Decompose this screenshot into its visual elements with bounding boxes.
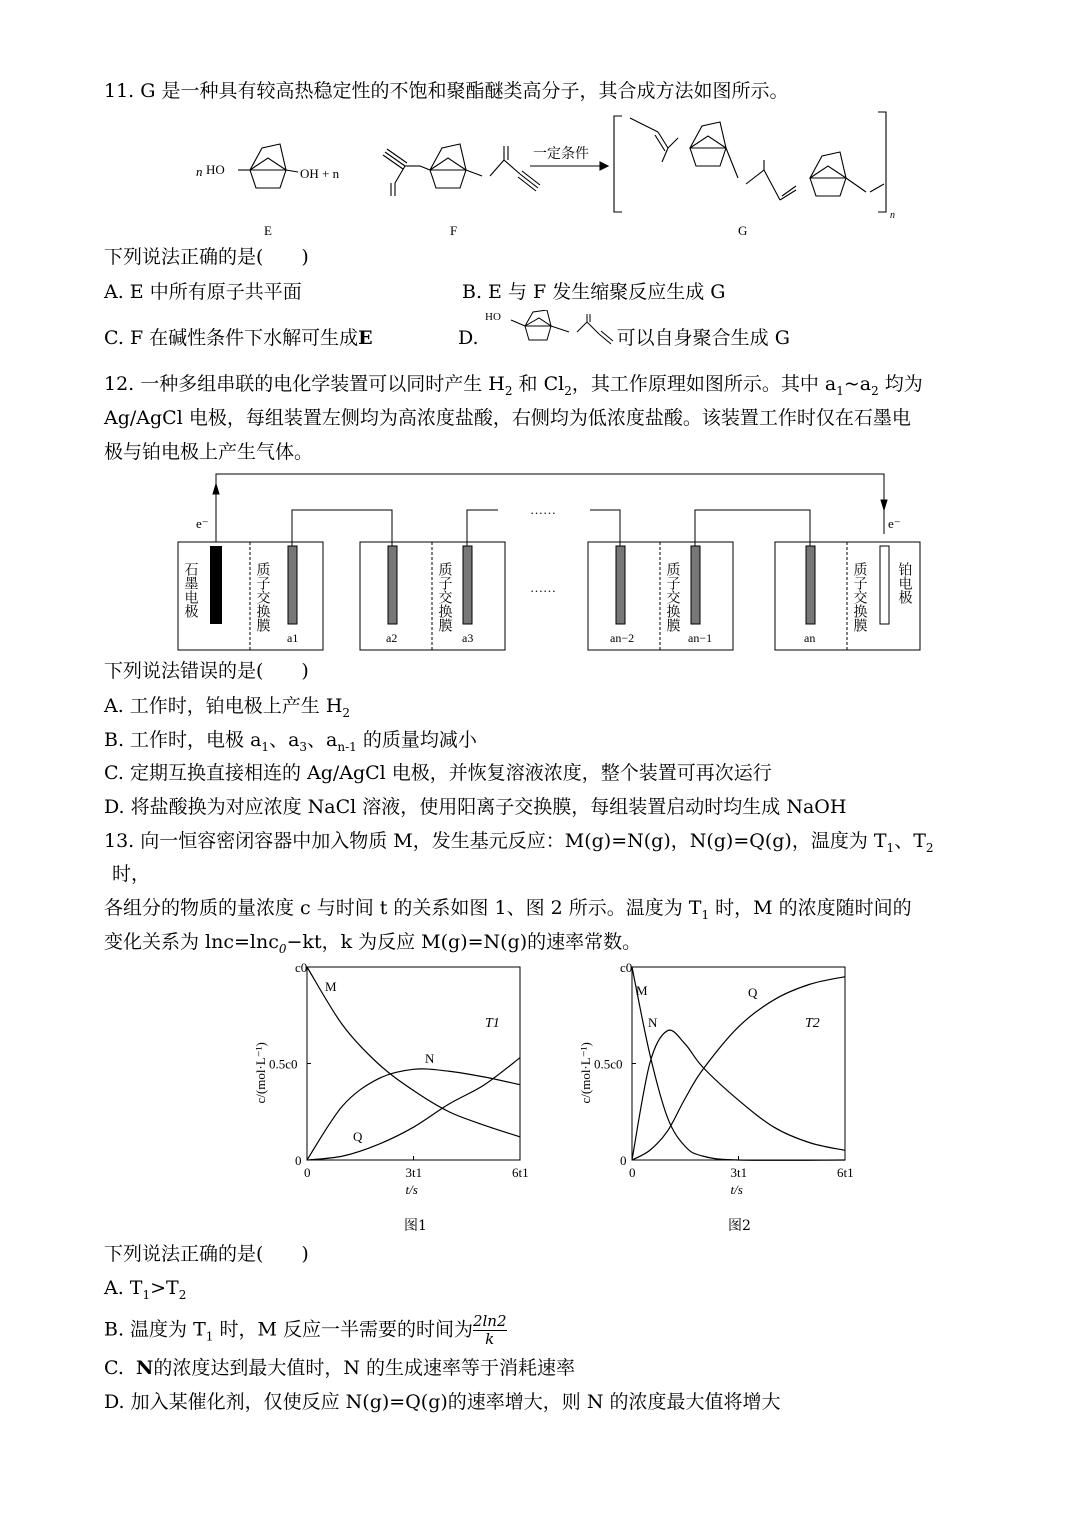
q11-option-b: B. E 与 F 发生缩聚反应生成 G	[462, 281, 726, 303]
x-tick-label: 0	[304, 1165, 311, 1180]
x-tick-label: 6t1	[837, 1165, 854, 1180]
figure-1-chart	[245, 955, 535, 1205]
series-label-M: M	[636, 983, 648, 998]
q13-line4: 变化关系为 lnc=lnc$_0$−kt，k 为反应 M(g)=N(g)的速率常数。	[104, 931, 642, 956]
platinum-label: 铂电极	[896, 562, 912, 604]
q13-option-c: C. N的浓度达到最大值时，N 的生成速率等于消耗速率	[104, 1357, 576, 1379]
y-tick-label: 0.5c0	[594, 1056, 623, 1072]
y-tick-label: c0	[620, 960, 633, 975]
fraction-numerator: 2ln2	[472, 1312, 507, 1330]
x-axis-label: t/s	[730, 1182, 743, 1197]
q13-line1: 13. 向一恒容密闭容器中加入物质 M，发生基元反应：M(g)=N(g)，N(g)=Q(g)，温度为 $T_1$、$T_2$	[104, 830, 934, 855]
temperature-label: T2	[805, 1016, 820, 1031]
q13-option-d: D. 加入某催化剂，仅使反应 N(g)=Q(g)的速率增大，则 N 的浓度最大值将增大	[104, 1391, 781, 1413]
membrane-label-4: 质子交换膜	[851, 562, 867, 632]
e-ho: HO	[206, 162, 225, 177]
electrode-a3: a3	[462, 631, 474, 645]
plot-frame-1	[632, 967, 845, 1160]
q12-option-c: C. 定期互换直接相连的 Ag/AgCl 电极，并恢复溶液浓度，整个装置可再次运行	[104, 762, 772, 784]
series-line-M	[632, 967, 845, 1160]
series-line-N	[632, 1030, 845, 1160]
q11-ask: 下列说法正确的是( )	[104, 246, 309, 268]
y-axis-label: c/(mol·L⁻¹)	[253, 1042, 268, 1104]
dots-middle: ……	[530, 580, 556, 595]
temperature-label: T1	[485, 1016, 500, 1031]
option-d-ho: HO	[484, 311, 501, 323]
q11-stem: 11. G 是一种具有较高热稳定性的不饱和聚酯醚类高分子，其合成方法如图所示。	[104, 80, 789, 102]
label-f: F	[450, 223, 458, 238]
electrode-an-1: an−1	[688, 631, 713, 645]
y-tick-label: 0	[620, 1153, 627, 1168]
arrow-label: 一定条件	[533, 147, 589, 162]
figure-2-chart	[570, 955, 860, 1205]
q13-line2: 时，	[112, 863, 151, 885]
x-tick-label: 3t1	[405, 1165, 423, 1180]
electron-left-label: e⁻	[196, 516, 209, 531]
q11-option-a: A. E 中所有原子共平面	[104, 281, 302, 303]
electrode-a2: a2	[386, 631, 398, 645]
series-line-M	[307, 967, 520, 1137]
membrane-label-3: 质子交换膜	[664, 562, 680, 632]
label-g: G	[738, 223, 748, 238]
q12-line1: 12. 一种多组串联的电化学装置可以同时产生 $H_2$ 和 $Cl_2$，其工作原理如图所示。其中 $a_1\sim a_2$ 均为	[104, 373, 923, 398]
q12-option-a: A. 工作时，铂电极上产生 $H_2$	[104, 695, 351, 720]
electron-right-label: e⁻	[888, 516, 901, 531]
g-n: n	[890, 210, 895, 221]
figure-1-caption: 图1	[404, 1218, 427, 1234]
x-tick-label: 0	[629, 1165, 636, 1180]
y-tick-label: c0	[295, 960, 308, 975]
membrane-label-2: 质子交换膜	[436, 562, 452, 632]
q13-line3: 各组分的物质的量浓度 c 与时间 t 的关系如图 1、图 2 所示。温度为 $T_1$ 时，M 的浓度随时间的	[104, 897, 912, 922]
q11-option-c: C. F 在碱性条件下水解可生成E	[104, 327, 373, 349]
graphite-label: 石墨电极	[182, 562, 198, 618]
q12-line2: Ag/AgCl 电极，每组装置左侧均为高浓度盐酸，右侧均为低浓度盐酸。该装置工作时仅在石墨电	[104, 407, 911, 429]
q11-option-d: D. HO 可以自身聚合生成 G	[458, 311, 790, 349]
electrode-a1: a1	[287, 631, 299, 645]
q13-ask: 下列说法正确的是( )	[104, 1243, 309, 1265]
option-d-structure	[485, 310, 617, 350]
fraction-denominator: k	[485, 1330, 495, 1348]
q12-option-b: B. 工作时，电极 $a_1$、$a_3$、$a_{n-1}$ 的质量均减小	[104, 729, 477, 754]
series-label-M: M	[325, 979, 337, 994]
series-label-Q: Q	[353, 1129, 363, 1144]
figure-2-caption: 图2	[728, 1218, 751, 1234]
x-axis-label: t/s	[405, 1182, 418, 1197]
e-n: n	[196, 164, 203, 179]
plot-frame-0	[307, 967, 520, 1160]
series-line-Q	[307, 1058, 520, 1160]
q12-ask: 下列说法错误的是( )	[104, 660, 309, 682]
electrode-an: an	[804, 631, 816, 645]
y-tick-label: 0	[295, 1153, 302, 1168]
q12-option-d: D. 将盐酸换为对应浓度 NaCl 溶液，使用阳离子交换膜，每组装置启动时均生成 NaOH	[104, 796, 847, 818]
series-label-Q: Q	[748, 985, 758, 1000]
dots-top: ……	[530, 502, 556, 517]
q11-scheme	[190, 108, 910, 243]
electrochem-diagram	[170, 470, 925, 655]
series-line-Q	[632, 977, 845, 1160]
e-oh: OH + n	[300, 166, 340, 181]
electrode-an-2: an−2	[610, 631, 635, 645]
q12-line3: 极与铂电极上产生气体。	[104, 441, 314, 463]
membrane-label-1: 质子交换膜	[254, 562, 270, 632]
y-tick-label: 0.5c0	[269, 1056, 298, 1072]
q13-option-b: B. 温度为 $T_1$ 时，M 反应一半需要的时间为 $\frac{2\ln 2}{k}$	[104, 1312, 507, 1348]
x-tick-label: 3t1	[730, 1165, 748, 1180]
y-axis-label: c/(mol·L⁻¹)	[578, 1042, 593, 1104]
series-label-N: N	[425, 1051, 435, 1066]
label-e: E	[264, 223, 272, 238]
q13-option-a: A. $T_1>T_2$	[104, 1277, 187, 1302]
x-tick-label: 6t1	[512, 1165, 529, 1180]
series-label-N: N	[648, 1015, 658, 1030]
